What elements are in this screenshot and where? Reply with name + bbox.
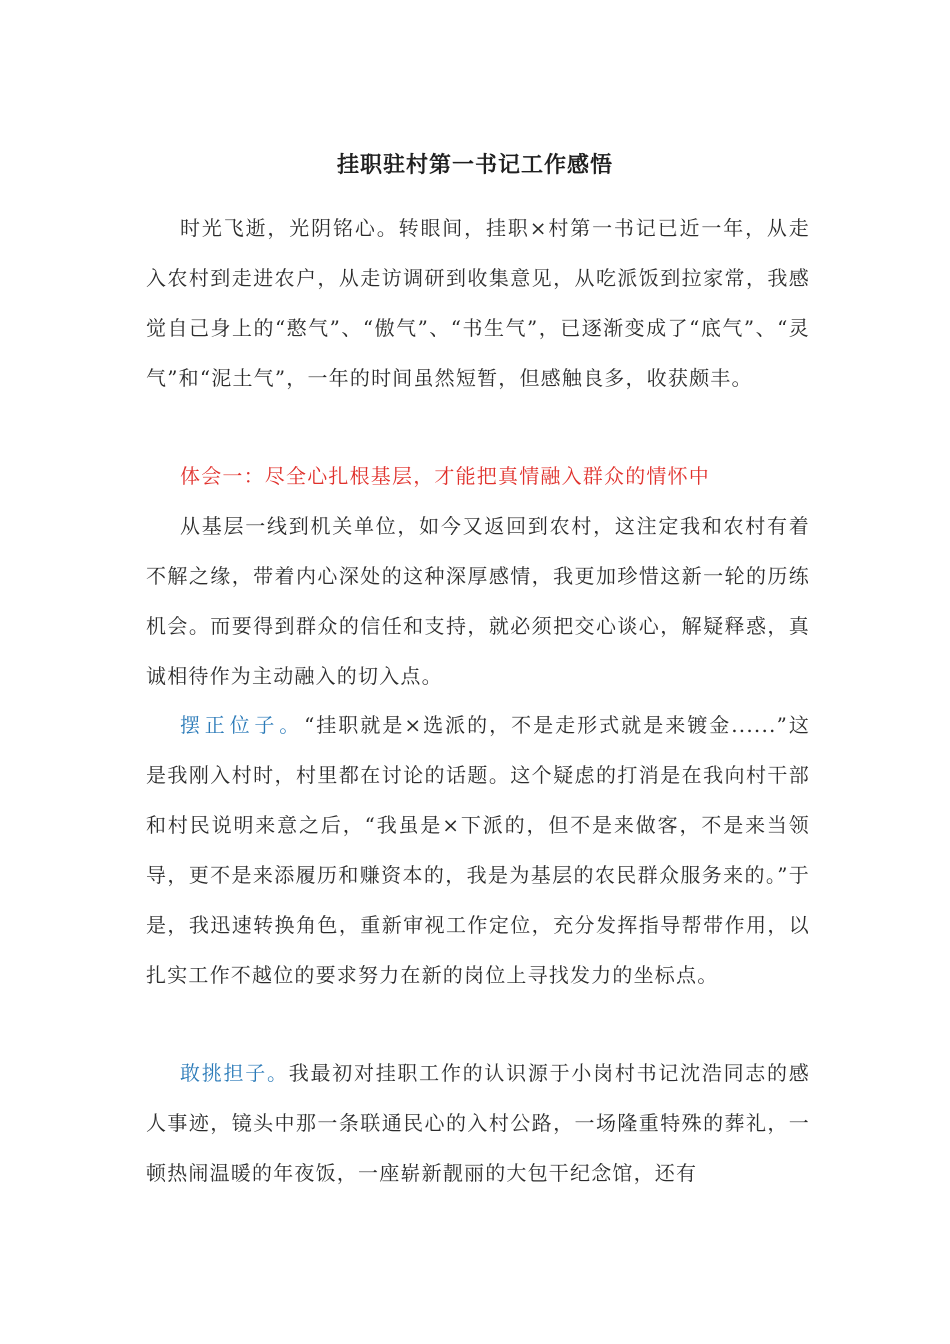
document-title: 挂职驻村第一书记工作感悟 bbox=[336, 152, 613, 178]
section-heading: 体会一：尽全心扎根基层，才能把真情融入群众的情怀中 bbox=[180, 464, 710, 488]
point-lead-1: 摆正位子。 bbox=[180, 713, 305, 737]
intro-paragraph: 时光飞逝，光阴铭心。转眼间，挂职×村第一书记已近一年，从走入农村到走进农户，从走访调研到收集意见，从吃派饭到拉家常，我感觉自己身上的“憨气”、“傲气”、“书生气”，已逐渐变成了“底气”、“灵气”和“泥土气”，一年的时间虽然短暂，但感触良多，收获颇丰。 bbox=[146, 216, 810, 390]
point-paragraph-2 bbox=[146, 1048, 810, 1198]
point-body-1: “挂职就是×选派的，不是走形式就是来镀金......”这是我刚入村时，村里都在讨论的话题。这个疑虑的打消是在我向村干部和村民说明来意之后，“我虽是×下派的，但不是来做客，不是来当领导，更不是来添履历和赚资本的，我是为基层的农民群众服务来的。”于是，我迅速转换角色，重新审视工作定位，充分发挥指导帮带作用，以扎实工作不越位的要求努力在新的岗位上寻找发力的坐标点。 bbox=[146, 713, 811, 987]
section-body-paragraph: 从基层一线到机关单位，如今又返回到农村，这注定我和农村有着不解之缘，带着内心深处的这种深厚感情，我更加珍惜这新一轮的历练机会。而要得到群众的信任和支持，就必须把交心谈心，解疑释惑，真诚相待作为主动融入的切入点。 bbox=[146, 514, 810, 688]
point-body-2: 我最初对挂职工作的认识源于小岗村书记沈浩同志的感人事迹，镜头中那一条联通民心的入村公路，一场隆重特殊的葬礼，一顿热闹温暖的年夜饭，一座崭新靓丽的大包干纪念馆，还有 bbox=[146, 1061, 810, 1185]
point-lead-2: 敢挑担子。 bbox=[180, 1061, 289, 1085]
point-paragraph-1 bbox=[146, 700, 810, 1000]
